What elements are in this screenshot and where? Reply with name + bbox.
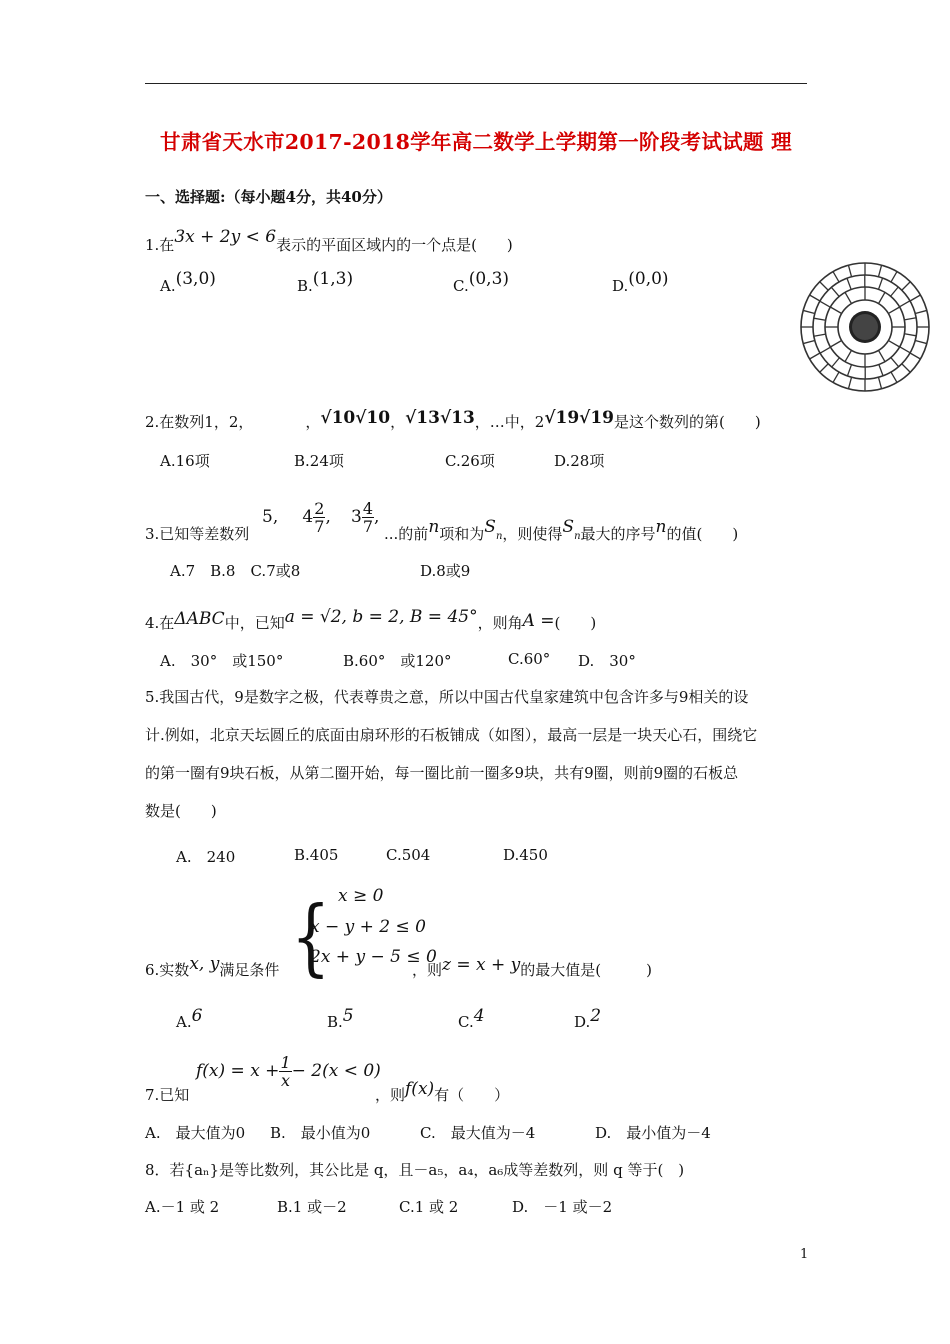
q5-option-b: B.405 (294, 846, 339, 864)
stone-slab-divider (848, 265, 851, 277)
q6-option-a: A.6 (176, 1006, 203, 1031)
q3-sequence-terms: 5, 4 $\frac{2}{7}$ , 3 $\frac{4}{7}$ , (262, 499, 380, 536)
stone-slab-divider (879, 365, 883, 376)
q8-option-c: C.1 或 2 (399, 1198, 459, 1216)
q7-option-b: B. 最小值为0 (270, 1124, 371, 1142)
stone-slab-divider (833, 372, 839, 382)
q2-stem: 2.在数列1，2， ，√10√10，√13√13，…中，2√19√19是这个数列的第( ) (145, 408, 761, 431)
q2-option-c: C.26项 (445, 452, 495, 470)
stone-slab-divider (902, 364, 910, 372)
q7-function: f(x) = x + $\frac{1}{x}$ − 2(x < 0) (196, 1053, 381, 1090)
q4-option-b: B.60° 或120° (343, 652, 452, 670)
stone-slab-divider (820, 301, 830, 307)
header-rule (145, 83, 807, 84)
stone-slab-divider (848, 377, 851, 389)
q2-option-a: A.16项 (160, 452, 210, 470)
q3-options-abc: A.7 B.8 C.7或8 (170, 562, 301, 580)
q1-stem (145, 227, 513, 255)
stone-slab-divider (878, 265, 881, 277)
stone-slab-divider (900, 347, 910, 353)
stone-slab-divider (891, 287, 899, 296)
stone-slab-divider (891, 372, 897, 382)
stone-slab-divider (910, 353, 920, 359)
q5-line-3: 的第一圈有9块石板，从第二圈开始，每一圈比前一圈多9块，共有9圈，则前9圈的石板总 (145, 764, 739, 782)
q4-option-a: A. 30° 或150° (160, 652, 284, 670)
stone-slab-divider (879, 278, 883, 289)
stone-slab-divider (845, 292, 852, 303)
stone-slab-divider (830, 341, 841, 348)
stone-slab-divider (820, 347, 830, 353)
stone-slab-divider (888, 307, 899, 314)
q8-option-d: D. －1 或－2 (512, 1198, 613, 1216)
q6-option-c: C.4 (458, 1006, 485, 1031)
q6-constraint-3: 2x + y − 5 ≤ 0 (310, 947, 437, 967)
stone-slab-divider (831, 287, 839, 296)
q4-option-d: D. 30° (578, 652, 636, 670)
stone-slab-divider (833, 272, 839, 282)
q2-option-d: D.28项 (554, 452, 605, 470)
page-title: 甘肃省天水市2017-2018学年高二数学上学期第一阶段考试试题 理 (160, 130, 792, 154)
q8-stem: 8．若{aₙ}是等比数列，其公比是 q，且－a₅，a₄，a₆成等差数列，则 q 等于( ) (145, 1161, 685, 1179)
tiantan-stone-rings-figure (796, 258, 934, 396)
stone-slab-divider (900, 301, 910, 307)
q5-option-a: A. 240 (176, 848, 236, 866)
q6-prefix: 6.实数x, y满足条件 (145, 954, 280, 979)
stone-slab-divider (810, 353, 820, 359)
q1-prefix: 1.在 (145, 236, 175, 254)
stone-slab-divider (820, 282, 828, 290)
section-heading: 一、选择题:（每小题4分，共40分） (145, 188, 392, 206)
q5-option-c: C.504 (386, 846, 431, 864)
stone-slab-divider (891, 358, 899, 367)
stone-slab-divider (879, 292, 886, 303)
q1-inequality: 3x + 2y < 6 (174, 227, 277, 247)
stone-slab-divider (904, 318, 916, 320)
q6-system-brace: { (291, 887, 331, 986)
stone-slab-divider (915, 310, 927, 313)
stone-slab-divider (814, 318, 826, 320)
stone-slab-divider (847, 278, 851, 289)
q2-radical-13: √13√13 (405, 408, 475, 428)
q3-prefix: 3.已知等差数列 (145, 525, 250, 543)
q3-stem-rest: ...的前n项和为Sn，则使得Sn最大的序号n的值( ) (384, 517, 739, 543)
stone-slab-divider (803, 310, 815, 313)
q6-option-d: D.2 (574, 1006, 602, 1031)
q5-option-d: D.450 (503, 846, 548, 864)
stone-slab-divider (847, 365, 851, 376)
page-number: 1 (800, 1247, 809, 1262)
stone-slab-divider (891, 272, 897, 282)
q8-option-a: A.－1 或 2 (145, 1198, 220, 1216)
q6-constraint-2: x − y + 2 ≤ 0 (310, 917, 426, 937)
q3-option-d: D.8或9 (420, 562, 471, 580)
q2-radical-19: √19√19 (544, 408, 614, 428)
q7-stem-rest: ，则f(x)有（ ） (375, 1079, 510, 1104)
stone-slab-divider (915, 340, 927, 343)
q7-option-d: D. 最小值为－4 (595, 1124, 711, 1142)
q7-option-a: A. 最大值为0 (145, 1124, 246, 1142)
q5-line-4: 数是( ) (145, 802, 217, 820)
q1-option-c: C.(0,3) (453, 269, 510, 295)
q2-option-b: B.24项 (294, 452, 344, 470)
stone-slab-divider (888, 341, 899, 348)
q4-option-c: C.60° (508, 650, 551, 668)
q5-line-2: 计.例如，北京天坛圆丘的底面由扇环形的石板铺成（如图），最高一层是一块天心石，围绕它 (145, 726, 758, 744)
stone-slab-divider (879, 350, 886, 361)
q4-conditions: a = √2, b = 2, B = 45° (284, 607, 478, 627)
stone-slab-divider (845, 350, 852, 361)
q5-line-1: 5.我国古代，9是数字之极，代表尊贵之意，所以中国古代皇家建筑中包含许多与9相关的设 (145, 688, 749, 706)
stone-slab-divider (832, 358, 840, 367)
stone-slab-divider (878, 377, 881, 389)
stone-slab-divider (902, 282, 910, 290)
stone-slab-divider (820, 364, 828, 372)
q4-stem: 4.在ΔABC中，已知a = √2, b = 2, B = 45°，则角A =( ) (145, 607, 597, 632)
q1-option-d: D.(0,0) (612, 269, 669, 295)
stone-slab-divider (910, 295, 920, 301)
q8-option-b: B.1 或－2 (277, 1198, 347, 1216)
stone-slab-divider (803, 340, 815, 343)
q1-option-b: B.(1,3) (297, 269, 354, 295)
q1-option-a: A.(3,0) (160, 269, 216, 295)
q4-triangle: ΔABC (174, 609, 225, 629)
stone-slab-divider (904, 334, 916, 336)
q6-option-b: B.5 (327, 1006, 354, 1031)
q7-prefix: 7.已知 (145, 1086, 190, 1104)
q2-radical-10: √10√10 (320, 408, 391, 428)
stone-slab-divider (810, 295, 820, 301)
q6-constraint-1: x ≥ 0 (338, 886, 384, 906)
q7-option-c: C. 最大值为－4 (420, 1124, 536, 1142)
q1-suffix: 表示的平面区域内的一个点是( ) (276, 236, 513, 254)
stone-slab-divider (830, 307, 841, 314)
q6-stem-rest: ，则z = x + y的最大值是( ) (412, 955, 652, 979)
stone-slab-divider (814, 334, 826, 336)
